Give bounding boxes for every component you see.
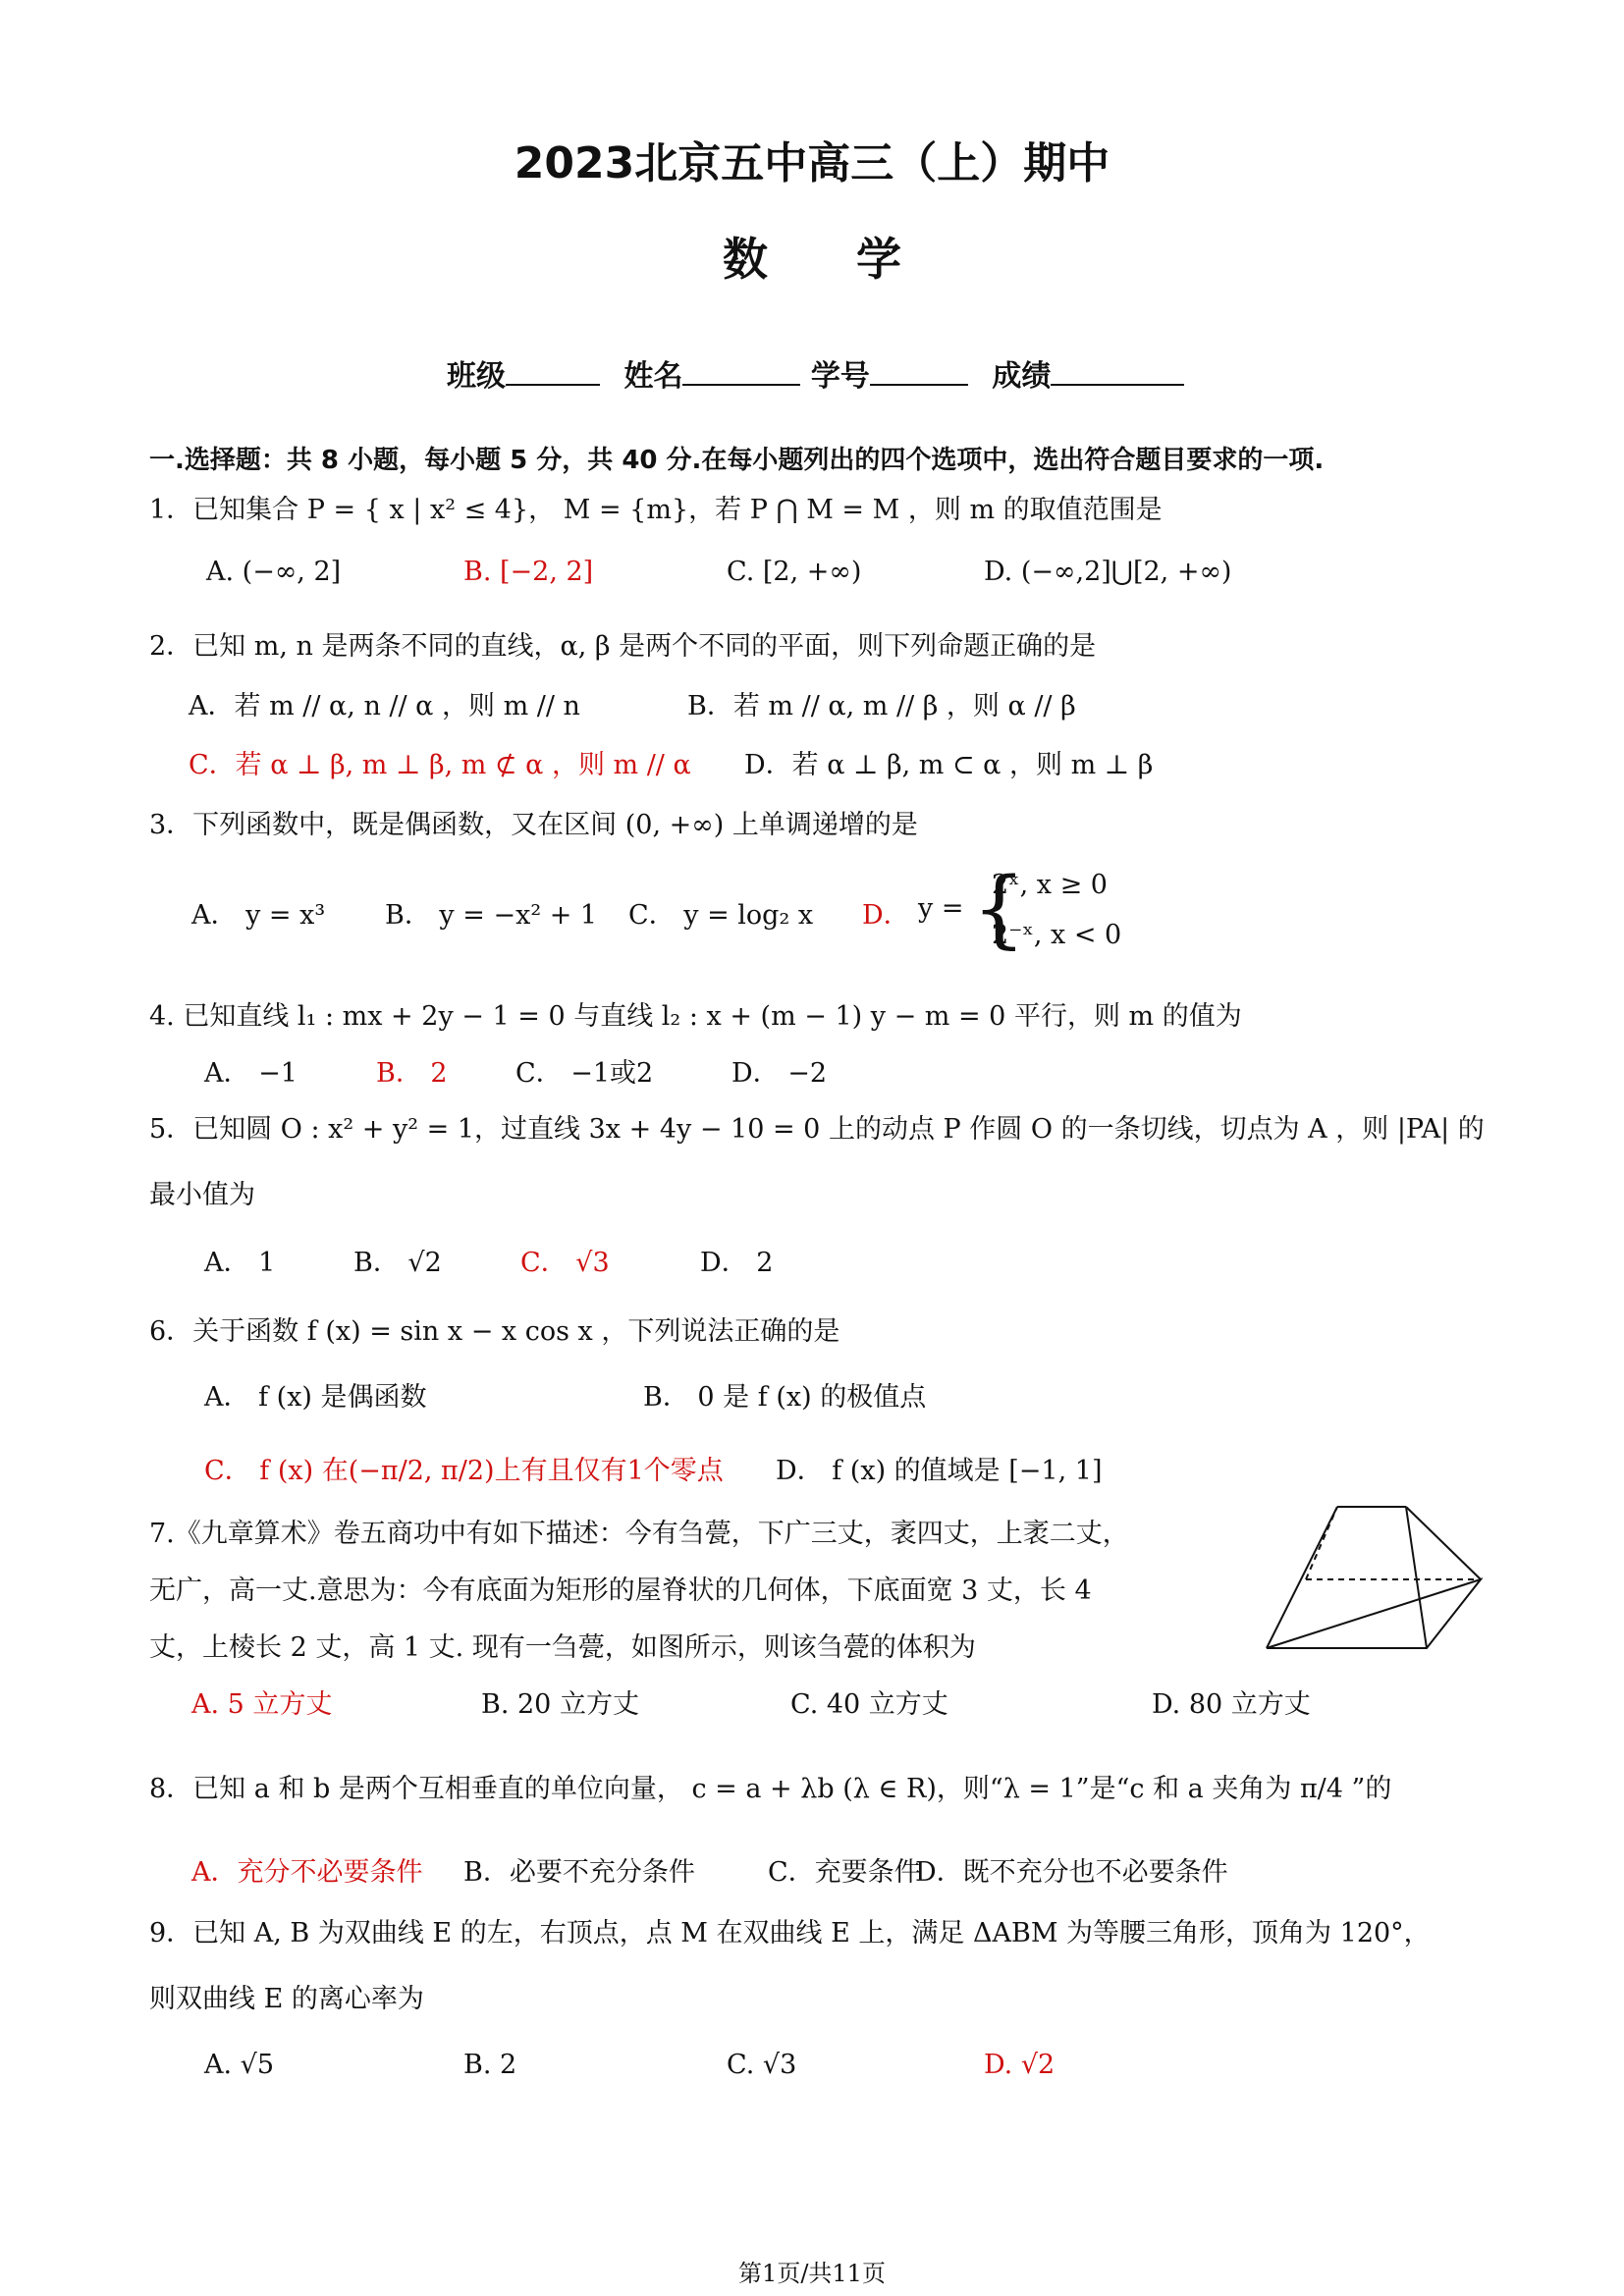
q9-option-a[interactable]: A. √5 bbox=[204, 2050, 275, 2080]
question-4-stem: 4. 已知直线 l₁ : mx + 2y − 1 = 0 与直线 l₂ : x + (m − 1) y − m = 0 平行，则 m 的值为 bbox=[149, 1001, 1242, 1032]
q4-option-b[interactable]: B． 2 bbox=[376, 1058, 448, 1089]
q7-figure bbox=[1257, 1497, 1483, 1659]
q5-option-a[interactable]: A． 1 bbox=[204, 1248, 276, 1278]
question-1-stem: 1．已知集合 P = { x | x² ≤ 4}， M = {m}，若 P ⋂ M = M ，则 m 的取值范围是 bbox=[149, 495, 1163, 525]
q6-option-d[interactable]: D． f (x) 的值域是 [−1, 1] bbox=[776, 1456, 1103, 1486]
q7-figure-edge-left-front bbox=[1267, 1507, 1337, 1648]
name-blank[interactable] bbox=[682, 358, 800, 386]
question-3-stem: 3．下列函数中，既是偶函数，又在区间 (0, +∞) 上单调递增的是 bbox=[149, 810, 918, 840]
exam-title: 2023北京五中高三（上）期中 bbox=[514, 138, 1110, 188]
q3-option-a[interactable]: A． y = x³ bbox=[191, 900, 326, 931]
q7-figure-hidden-left bbox=[1306, 1507, 1337, 1579]
q3-piecewise-row2: 2⁻ˣ, x < 0 bbox=[992, 920, 1122, 950]
q8-option-d[interactable]: D．既不充分也不必要条件 bbox=[915, 1857, 1228, 1888]
question-5-stem-line2: 最小值为 bbox=[149, 1180, 255, 1210]
q9-option-c[interactable]: C. √3 bbox=[727, 2050, 797, 2080]
student-info-row bbox=[447, 351, 1198, 395]
q6-option-c[interactable]: C． f (x) 在(−π/2, π/2)上有且仅有1个零点 bbox=[204, 1456, 724, 1486]
q3-piecewise-prefix: y = bbox=[918, 893, 964, 924]
q7-option-b[interactable]: B. 20 立方丈 bbox=[481, 1689, 639, 1720]
q8-option-b[interactable]: B．必要不充分条件 bbox=[463, 1857, 695, 1888]
q8-option-a[interactable]: A．充分不必要条件 bbox=[191, 1857, 423, 1888]
q7-figure-edge-right-back bbox=[1406, 1507, 1481, 1579]
q7-figure-edge-right-front bbox=[1406, 1507, 1427, 1648]
score-label: 成绩 bbox=[992, 359, 1052, 394]
name-label: 姓名 bbox=[623, 359, 683, 394]
q8-option-c[interactable]: C．充要条件 bbox=[768, 1857, 921, 1888]
question-7-stem: 7.《九章算术》卷五商功中有如下描述：今有刍甍，下广三丈，袤四丈，上袤二丈， bbox=[149, 1519, 1129, 1549]
q3-option-d[interactable]: D． bbox=[862, 900, 910, 931]
question-9-stem-line2: 则双曲线 E 的离心率为 bbox=[149, 1984, 424, 2014]
q2-option-a[interactable]: A．若 m // α, n // α ，则 m // n bbox=[189, 691, 580, 721]
q1-option-b[interactable]: B. [−2, 2] bbox=[463, 557, 594, 587]
q6-option-b[interactable]: B． 0 是 f (x) 的极值点 bbox=[643, 1382, 927, 1413]
q7-figure-bottom-front bbox=[1267, 1579, 1481, 1648]
question-6-stem: 6．关于函数 f (x) = sin x − x cos x ，下列说法正确的是 bbox=[149, 1316, 840, 1347]
q3-option-b[interactable]: B． y = −x² + 1 bbox=[385, 900, 598, 931]
q3-piecewise-row1: 2ˣ, x ≥ 0 bbox=[992, 870, 1108, 900]
question-7-stem-line2: 无广，高一丈.意思为：今有底面为矩形的屋脊状的几何体，下底面宽 3 丈，长 4 bbox=[149, 1575, 1092, 1606]
q7-option-d[interactable]: D. 80 立方丈 bbox=[1152, 1689, 1311, 1720]
q3-piecewise-brace: { bbox=[972, 860, 1026, 958]
page-number: 第1页/共11页 bbox=[738, 2260, 886, 2287]
q2-option-d[interactable]: D．若 α ⊥ β, m ⊂ α ，则 m ⊥ β bbox=[744, 750, 1154, 780]
q5-option-c[interactable]: C． √3 bbox=[520, 1248, 610, 1278]
q5-option-d[interactable]: D． 2 bbox=[700, 1248, 774, 1278]
question-7-stem-line3: 丈，上棱长 2 丈，高 1 丈. 现有一刍甍，如图所示，则该刍甍的体积为 bbox=[149, 1632, 976, 1663]
question-9-stem: 9．已知 A, B 为双曲线 E 的左，右顶点，点 M 在双曲线 E 上，满足 ΔABM 为等腰三角形，顶角为 120°， bbox=[149, 1918, 1431, 1949]
q5-option-b[interactable]: B． √2 bbox=[353, 1248, 442, 1278]
q4-option-d[interactable]: D． −2 bbox=[731, 1058, 828, 1089]
subject-title: 数学 bbox=[723, 233, 990, 286]
q4-option-a[interactable]: A． −1 bbox=[204, 1058, 298, 1089]
q9-option-d[interactable]: D. √2 bbox=[984, 2050, 1056, 2080]
question-5-stem: 5．已知圆 O : x² + y² = 1，过直线 3x + 4y − 10 = 0 上的动点 P 作圆 O 的一条切线，切点为 A ，则 |PA| 的 bbox=[149, 1114, 1485, 1145]
q7-option-a[interactable]: A. 5 立方丈 bbox=[191, 1689, 333, 1720]
section-heading: 一.选择题：共 8 小题，每小题 5 分，共 40 分.在每小题列出的四个选项中，选出符合题目要求的一项. bbox=[149, 446, 1325, 475]
class-label: 班级 bbox=[447, 359, 506, 394]
score-blank[interactable] bbox=[1051, 358, 1184, 386]
question-8-stem: 8．已知 a 和 b 是两个互相垂直的单位向量， c = a + λb (λ ∈ R)，则“λ = 1”是“c 和 a 夹角为 π/4 ”的 bbox=[149, 1774, 1392, 1804]
q9-option-b[interactable]: B. 2 bbox=[463, 2050, 517, 2080]
id-blank[interactable] bbox=[870, 358, 968, 386]
question-2-stem: 2．已知 m, n 是两条不同的直线，α, β 是两个不同的平面，则下列命题正确的是 bbox=[149, 631, 1097, 662]
q1-option-c[interactable]: C. [2, +∞) bbox=[727, 557, 862, 587]
class-blank[interactable] bbox=[506, 358, 600, 386]
q2-option-b[interactable]: B．若 m // α, m // β ，则 α // β bbox=[687, 691, 1076, 721]
q7-option-c[interactable]: C. 40 立方丈 bbox=[790, 1689, 948, 1720]
id-label: 学号 bbox=[810, 359, 870, 394]
q6-option-a[interactable]: A． f (x) 是偶函数 bbox=[204, 1382, 427, 1413]
q4-option-c[interactable]: C． −1或2 bbox=[515, 1058, 654, 1089]
q1-option-d[interactable]: D. (−∞,2]⋃[2, +∞) bbox=[984, 557, 1232, 587]
q3-option-c[interactable]: C． y = log₂ x bbox=[628, 900, 814, 931]
q2-option-c[interactable]: C．若 α ⊥ β, m ⊥ β, m ⊄ α ，则 m // α bbox=[189, 750, 691, 780]
q1-option-a[interactable]: A. (−∞, 2] bbox=[206, 557, 342, 587]
